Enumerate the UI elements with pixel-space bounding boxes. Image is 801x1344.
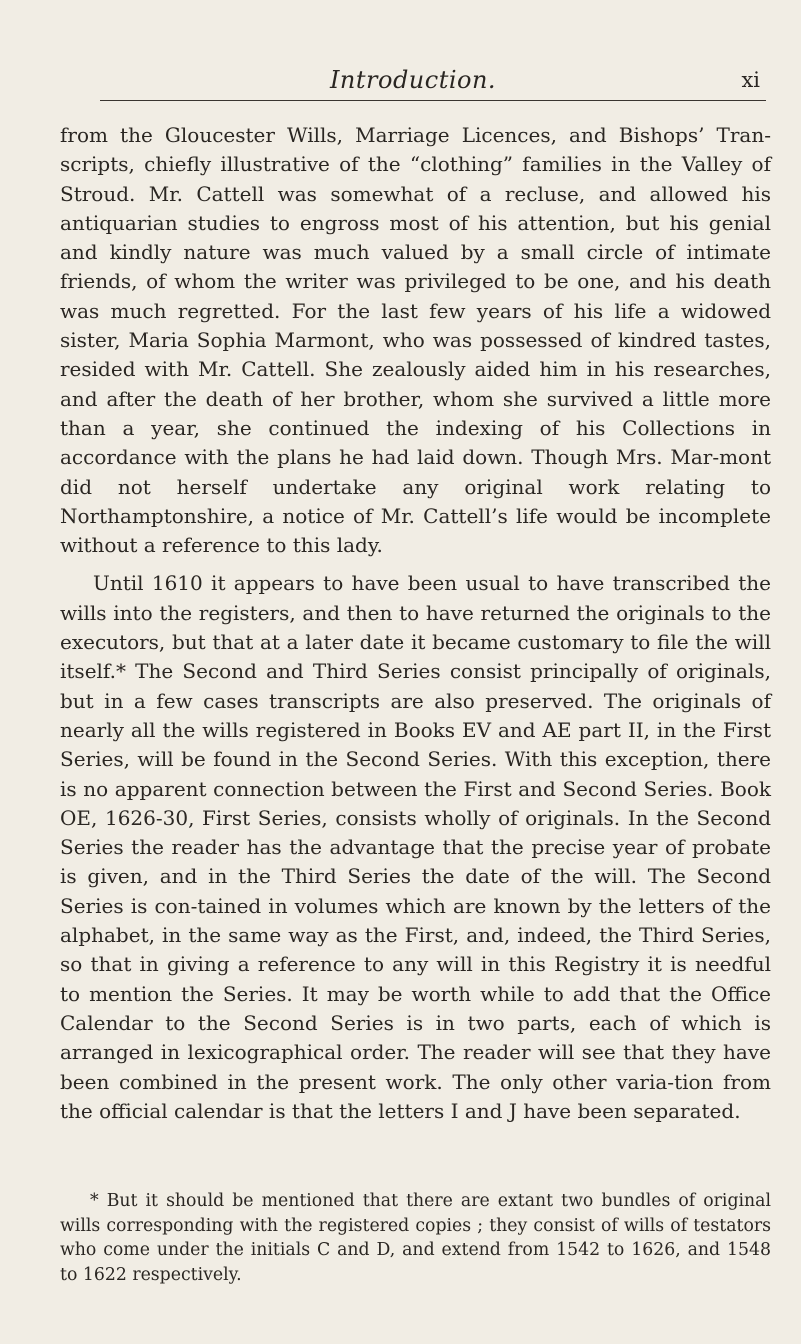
paragraph-1: from the Gloucester Wills, Marriage Licences, and Bishops’ Tran-scripts, chiefly illustrative of the “clothing” families in the Valley of Stroud. Mr. Cattell was somewhat of a recluse, and allowed his antiquarian studies to engross most of his attention, but his genial and kindly nature was much valued by a small circle of intimate friends, of whom the writer was privileged to be one, and his death was much regretted. For the last few years of his life a widowed sister, Maria Sophia Marmont, who was possessed of kindred tastes, resided with Mr. Cattell. She zealously aided him in his researches, and after the death of her brother, whom she survived a little more than a year, she continued the indexing of his Collections in accordance with the plans he had laid down. Though Mrs. Mar-mont did not herself undertake any original work relating to Northamptonshire, a notice of Mr. Cattell’s life would be incomplete without a reference to this lady. — [60, 123, 771, 558]
footnote-text: * But it should be mentioned that there are extant two bundles of original wills corresponding with the registered copies ; they consist of wills of testators who come under the initials C and D, and extend from 1542 to 1626, and 1548 to 1622 respectively. — [60, 1191, 771, 1285]
page-header — [60, 58, 766, 98]
running-title: Introduction. — [329, 66, 497, 94]
paragraph-2: Until 1610 it appears to have been usual to have transcribed the wills into the registers, and then to have returned the originals to the executors, but that at a later date it became customary to file the will itself.* The Second and Third Series consist principally of originals, but in a few cases transcripts are also preserved. The originals of nearly all the wills registered in Books EV and AE part II, in the First Series, will be found in the Second Series. With this exception, there is no apparent connection between the First and Second Series. Book OE, 1626-30, First Series, consists wholly of originals. In the Second Series the reader has the advantage that the precise year of probate is given, and in the Third Series the date of the will. The Second Series is con-tained in volumes which are known by the letters of the alphabet, in the same way as the First, and, indeed, the Third Series, so that in giving a reference to any will in this Registry it is needful to mention the Series. It may be worth while to add that the Office Calendar to the Second Series is in two parts, each of which is arranged in lexicographical order. The reader will see that they have been combined in the present work. The only other varia-tion from the official calendar is that the letters I and J have been separated. — [60, 571, 771, 1123]
body-text — [60, 121, 771, 1126]
header-rule — [100, 100, 766, 101]
footnote — [60, 1189, 771, 1287]
page-number: xi — [741, 68, 760, 92]
